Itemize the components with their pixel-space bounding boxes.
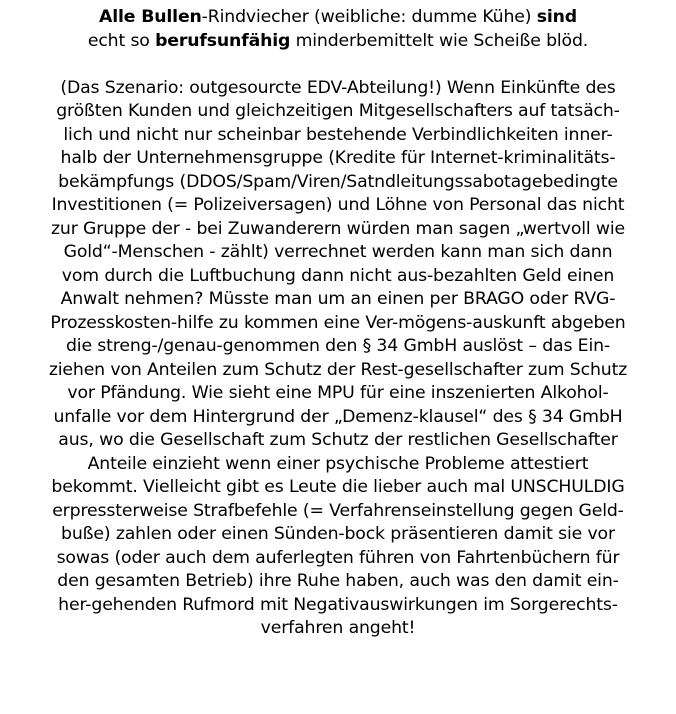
body-line: ziehen von Anteilen zum Schutz der Rest-gesellschafter zum Schutz (48, 359, 628, 380)
body-line: her-gehenden Rufmord mit Negativauswirkungen im Sorgerechts- (58, 594, 618, 615)
heading-bold-sind: sind (536, 7, 577, 27)
body-line: lich und nicht nur scheinbar bestehende Verbindlichkeiten inner- (63, 124, 613, 145)
heading-line-1 (6, 6, 670, 30)
body-line: unfalle vor dem Hintergrund der „Demenz-klausel“ des § 34 GmbH (53, 406, 623, 427)
body-line: sowas (oder auch dem auferlegten führen von Fahrtenbüchern für (56, 547, 620, 568)
body-line: größten Kunden und gleichzeitigen Mitgesellschafters auf tatsäch- (56, 101, 620, 121)
heading-text-minderbemittelt: minderbemittelt wie Scheiße blöd. (290, 30, 589, 51)
body-line: bekommt. Vielleicht gibt es Leute die lieber auch mal UNSCHULDIG (51, 477, 625, 497)
body-line: die streng-/genau-genommen den § 34 GmbH auslöst – das Ein- (65, 336, 610, 356)
body-line: vom durch die Luftbuchung dann nicht aus-bezahlten Geld einen (61, 265, 615, 286)
body-line: buße) zahlen oder einen Sünden-bock präsentieren damit sie vor (61, 524, 615, 544)
body-paragraph (6, 77, 670, 641)
paragraph-spacer (6, 53, 670, 77)
body-line: Anwalt nehmen? Müsste man um an einen per BRAGO oder RVG- (60, 289, 616, 309)
body-line: vor Pfändung. Wie sieht eine MPU für eine inszenierten Alkohol- (67, 383, 609, 403)
heading-text-rindviecher: -Rindviecher (weibliche: dumme Kühe) (201, 7, 537, 27)
body-line: (Das Szenario: outgesourcte EDV-Abteilung!) Wenn Einkünfte des (60, 77, 616, 98)
heading-bold-alle-bullen: Alle Bullen (99, 7, 202, 27)
body-line: verfahren angeht! (260, 618, 416, 638)
body-line: den gesamten Betrieb) ihre Ruhe haben, auch was den damit ein- (57, 571, 619, 591)
body-line: aus, wo die Gesellschaft zum Schutz der restlichen Gesellschafter (58, 430, 618, 450)
body-line: bekämpfungs (DDOS/Spam/Viren/Satndleitungssabotagebedingte (58, 171, 618, 192)
body-line: erpressterweise Strafbefehle (= Verfahrenseinstellung gegen Geld- (52, 500, 624, 521)
body-line: Investitionen (= Polizeiversagen) und Löhne von Personal das nicht (51, 195, 625, 215)
body-line: Gold“-Menschen - zählt) verrechnet werden kann man sich dann (63, 242, 613, 262)
body-line: Anteile einzieht wenn einer psychische Probleme attestiert (87, 453, 589, 474)
body-line: halb der Unternehmensgruppe (Kredite für Internet-kriminalitäts- (60, 148, 616, 168)
heading-bold-berufsunfaehig: berufsunfähig (155, 30, 291, 51)
heading-text-echt-so: echt so (87, 30, 156, 51)
body-line: zur Gruppe der - bei Zuwanderern würden man sagen „wertvoll wie (50, 218, 626, 239)
body-line: Prozesskosten-hilfe zu kommen eine Ver-mögens-auskunft abgeben (50, 312, 626, 333)
heading-line-2 (6, 30, 670, 54)
